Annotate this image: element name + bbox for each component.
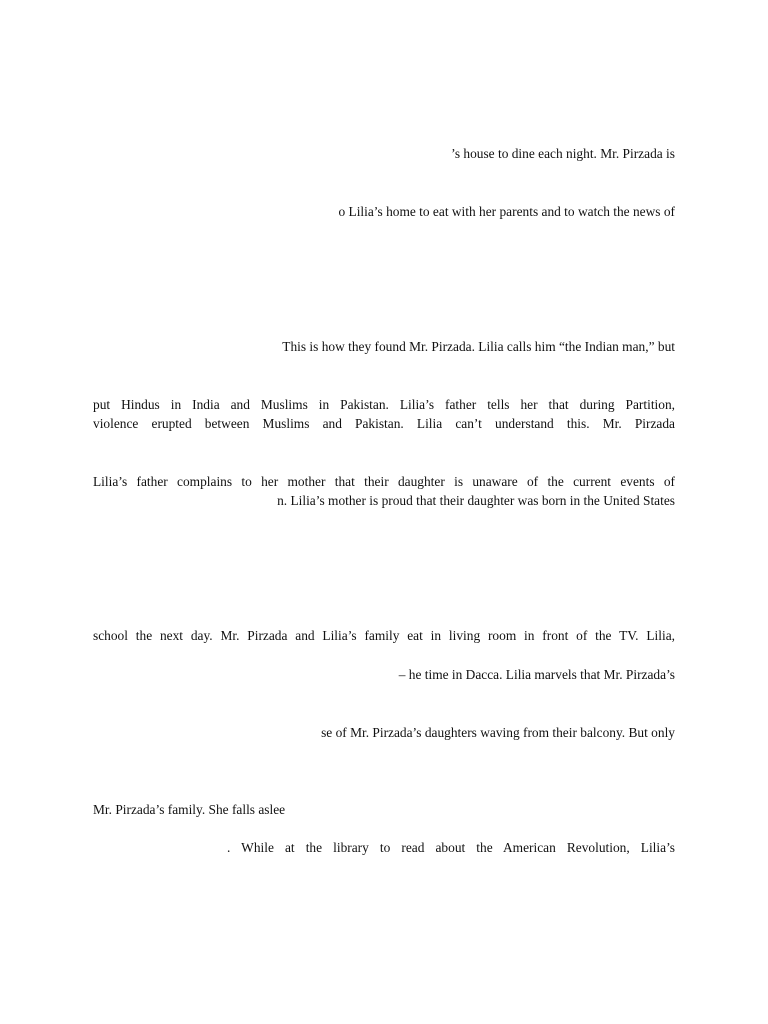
text-line: put Hindus in India and Muslims in Pakistan. Lilia’s father tells her that during Partition, (93, 397, 675, 412)
text-line: ’s house to dine each night. Mr. Pirzada is (451, 146, 675, 161)
text-line: violence erupted between Muslims and Pakistan. Lilia can’t understand this. Mr. Pirzada (93, 416, 675, 431)
text-line: This is how they found Mr. Pirzada. Lilia calls him “the Indian man,” but (282, 339, 675, 354)
text-line: o Lilia’s home to eat with her parents and to watch the news of (338, 204, 675, 219)
text-line: . While at the library to read about the American Revolution, Lilia’s (227, 840, 675, 855)
text-line: se of Mr. Pirzada’s daughters waving from their balcony. But only (321, 725, 675, 740)
text-line: n. Lilia’s mother is proud that their daughter was born in the United States (277, 493, 675, 508)
text-line: Mr. Pirzada’s family. She falls aslee (93, 802, 286, 817)
text-line: Lilia’s father complains to her mother that their daughter is unaware of the current events of (93, 474, 675, 489)
text-line: – he time in Dacca. Lilia marvels that Mr. Pirzada’s (398, 667, 675, 682)
text-line: school the next day. Mr. Pirzada and Lilia’s family eat in living room in front of the TV. Lilia, (93, 628, 675, 643)
